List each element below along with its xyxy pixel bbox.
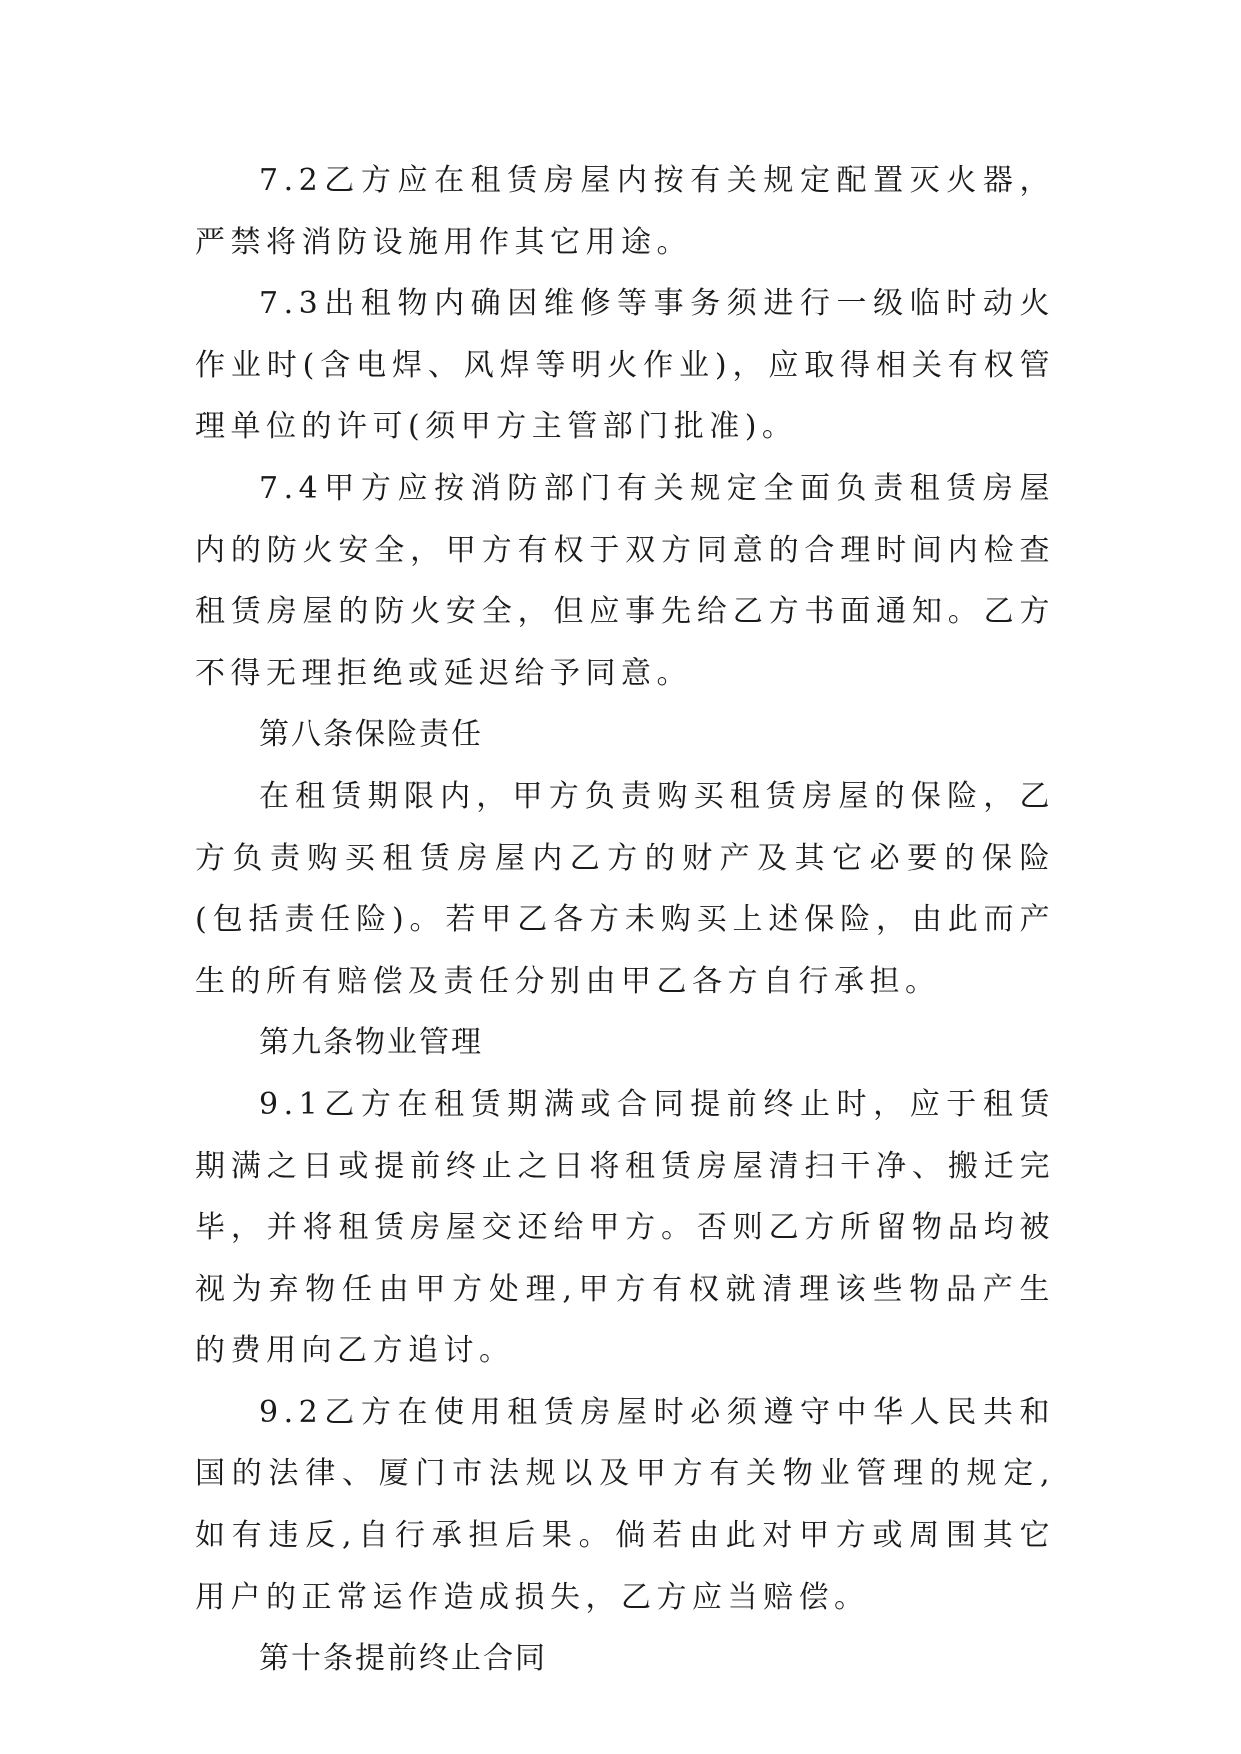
article-8-heading: 第八条保险责任 — [259, 717, 483, 753]
clause-7-4: 7.4甲方应按消防部门有关规定全面负责租赁房屋内的防火安全，甲方有权于双方同意的合理时间内检查租赁房屋的防火安全，但应事先给乙方书面通知。乙方不得无理拒绝或延迟给予同意。 — [195, 470, 1055, 691]
article-10-heading: 第十条提前终止合同 — [259, 1641, 547, 1677]
article-9-heading: 第九条物业管理 — [259, 1025, 483, 1061]
clause-9-1: 9.1乙方在租赁期满或合同提前终止时，应于租赁期满之日或提前终止之日将租赁房屋清扫干净、搬迁完毕，并将租赁房屋交还给甲方。否则乙方所留物品均被视为弃物任由甲方处理,甲方有权就清理该些物品产生的费用向乙方追讨。 — [195, 1086, 1055, 1369]
clause-7-2: 7.2乙方应在租赁房屋内按有关规定配置灭火器，严禁将消防设施用作其它用途。 — [195, 163, 1055, 260]
clause-7-3: 7.3出租物内确因维修等事务须进行一级临时动火作业时(含电焊、风焊等明火作业)，应取得相关有权管理单位的许可(须甲方主管部门批准)。 — [195, 286, 1055, 445]
document-body — [195, 150, 1055, 1690]
article-8-body: 在租赁期限内，甲方负责购买租赁房屋的保险，乙方负责购买租赁房屋内乙方的财产及其它必要的保险(包括责任险)。若甲乙各方未购买上述保险，由此而产生的所有赔偿及责任分别由甲乙各方自行承担。 — [195, 778, 1055, 999]
clause-9-2: 9.2乙方在使用租赁房屋时必须遵守中华人民共和国的法律、厦门市法规以及甲方有关物业管理的规定,如有违反,自行承担后果。倘若由此对甲方或周围其它用户的正常运作造成损失，乙方应当赔偿。 — [195, 1394, 1055, 1615]
